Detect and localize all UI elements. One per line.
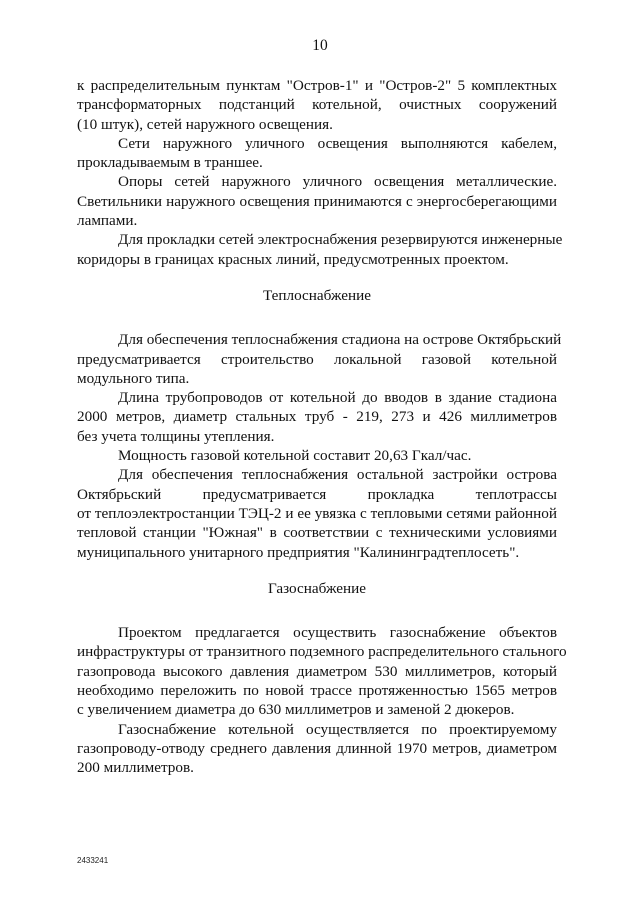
section-heading: Теплоснабжение bbox=[262, 286, 372, 304]
paragraph-line: с увеличением диаметра до 630 миллиметров и заменой 2 дюкеров. bbox=[77, 701, 515, 719]
paragraph-line: трансформаторных подстанций котельной, очистных сооружений bbox=[77, 96, 557, 114]
paragraph bbox=[77, 465, 557, 561]
document-code: 2433241 bbox=[77, 856, 109, 865]
paragraph bbox=[77, 388, 557, 446]
section-spacer bbox=[77, 305, 557, 330]
paragraph-line: прокладываемым в траншее. bbox=[77, 154, 263, 172]
section-spacer bbox=[77, 269, 557, 286]
paragraph-line: Для обеспечения теплоснабжения стадиона на острове Октябрьский bbox=[118, 331, 562, 349]
paragraph-line: 200 миллиметров. bbox=[77, 759, 194, 777]
paragraph-line: газопроводу-отводу среднего давления длинной 1970 метров, диаметром bbox=[77, 739, 557, 757]
paragraph-line: Светильники наружного освещения принимаются с энергосберегающими bbox=[77, 192, 557, 210]
paragraph-line: Газоснабжение котельной осуществляется по проектируемому bbox=[118, 720, 557, 738]
paragraph bbox=[77, 446, 557, 465]
paragraph-line: Для прокладки сетей электроснабжения резервируются инженерные bbox=[118, 231, 563, 249]
paragraph-line: Сети наружного уличного освещения выполняются кабелем, bbox=[118, 134, 557, 152]
paragraph bbox=[77, 76, 557, 134]
paragraph bbox=[77, 230, 563, 269]
section-spacer bbox=[77, 598, 557, 623]
paragraph bbox=[77, 720, 557, 778]
paragraph-line: Мощность газовой котельной составит 20,63 Гкал/час. bbox=[118, 447, 472, 465]
paragraph-line: газопровода высокого давления диаметром 530 миллиметров, который bbox=[77, 662, 557, 680]
paragraph-line: необходимо переложить по новой трассе протяженностью 1565 метров bbox=[77, 682, 557, 700]
paragraph-line: от теплоэлектростанции ТЭЦ-2 и ее увязка с тепловыми сетями районной bbox=[77, 504, 557, 522]
paragraph-line: лампами. bbox=[77, 212, 138, 230]
section-heading: Газоснабжение bbox=[267, 579, 366, 597]
paragraph-line: модульного типа. bbox=[77, 369, 190, 387]
paragraph bbox=[77, 172, 557, 230]
paragraph-line: Проектом предлагается осуществить газоснабжение объектов bbox=[118, 624, 557, 642]
paragraph-line: Длина трубопроводов от котельной до вводов в здание стадиона bbox=[118, 389, 557, 407]
paragraph-line: без учета толщины утепления. bbox=[77, 427, 275, 445]
section-spacer bbox=[77, 562, 557, 579]
paragraph-line: Октябрьский предусматривается прокладка теплотрассы bbox=[77, 485, 557, 503]
paragraph-line: 2000 метров, диаметр стальных труб - 219, 273 и 426 миллиметров bbox=[77, 408, 557, 426]
paragraph-line: к распределительным пунктам "Остров-1" и "Остров-2" 5 комплектных bbox=[77, 77, 557, 94]
document-body bbox=[77, 76, 567, 778]
paragraph-line: Опоры сетей наружного уличного освещения металлические. bbox=[118, 173, 557, 191]
paragraph-line: предусматривается строительство локальной газовой котельной bbox=[77, 350, 557, 368]
paragraph bbox=[77, 330, 562, 388]
paragraph-line: муниципального унитарного предприятия "Калининградтеплосеть". bbox=[77, 543, 520, 561]
page-number: 10 bbox=[312, 37, 328, 54]
paragraph bbox=[77, 134, 557, 173]
paragraph-line: (10 штук), сетей наружного освещения. bbox=[77, 115, 333, 133]
paragraph bbox=[77, 623, 567, 719]
paragraph-line: Для обеспечения теплоснабжения остальной застройки острова bbox=[118, 466, 557, 484]
paragraph-line: тепловой станции "Южная" в соответствии с техническими условиями bbox=[77, 524, 557, 542]
paragraph-line: инфраструктуры от транзитного подземного распределительного стального bbox=[77, 643, 567, 661]
paragraph-line: коридоры в границах красных линий, предусмотренных проектом. bbox=[77, 250, 509, 268]
